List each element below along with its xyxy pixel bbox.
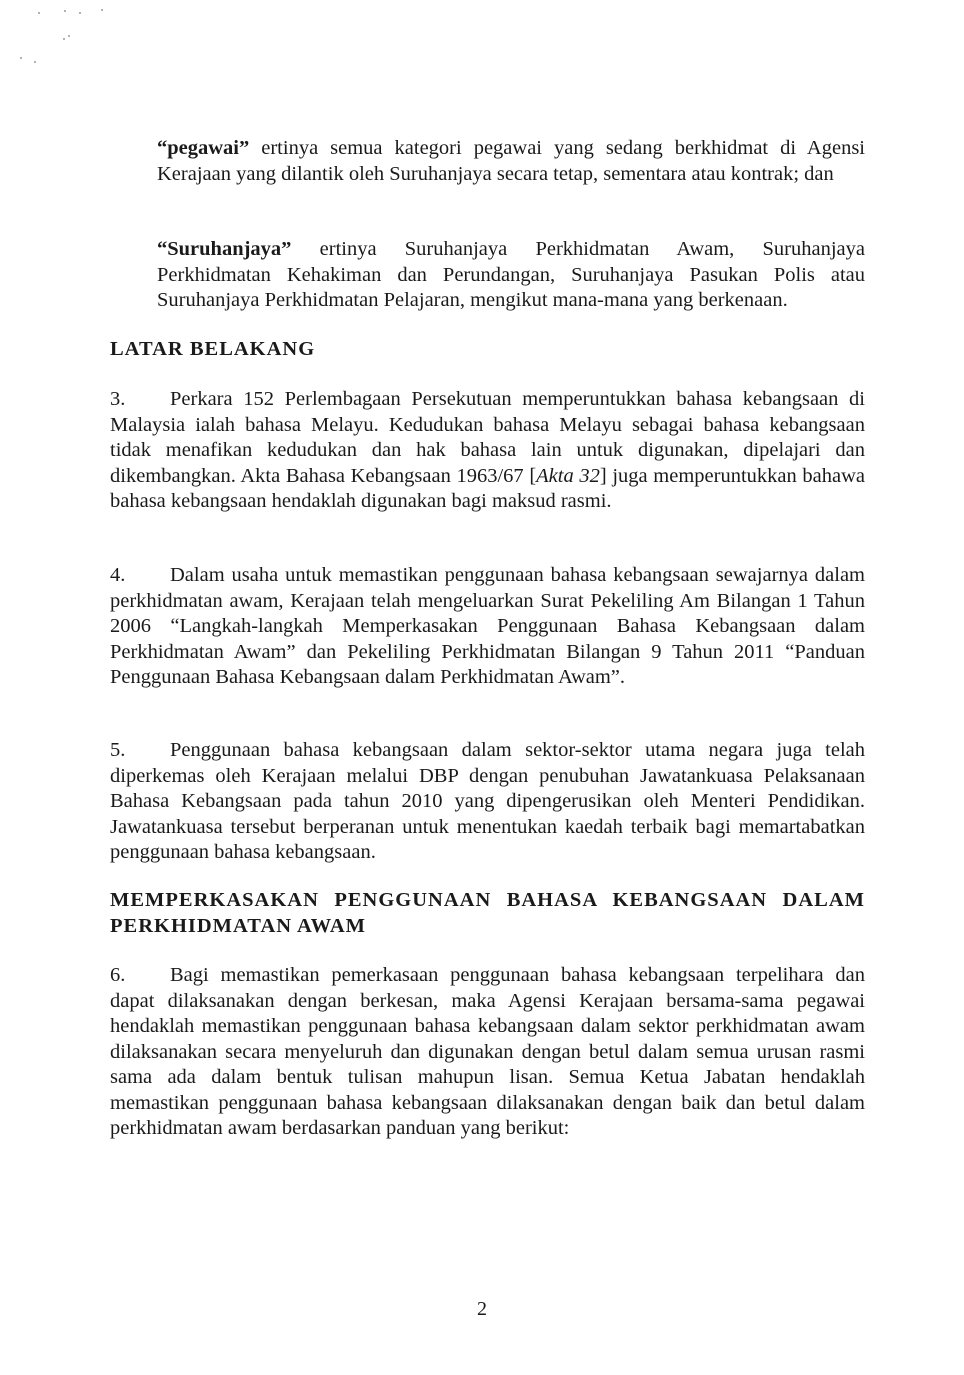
definition-term: “Suruhanjaya” xyxy=(157,238,292,260)
section-heading-latar-belakang: LATAR BELAKANG xyxy=(110,338,316,360)
paragraph-text: Dalam usaha untuk memastikan penggunaan bahasa kebangsaan sewajarnya dalam perkhidmatan awam, Kerajaan telah mengeluarkan Surat Pekeliling Am Bilangan 1 Tahun 2006 “Langkah-langkah Memperkasakan Penggunaan Bahasa Kebangsaan dalam Perkhidmatan Awam” dan Pekeliling Perkhidmatan Bilangan 9 Tahun 2011 “Panduan Penggunaan Bahasa Kebangsaan dalam Perkhidmatan Awam”. xyxy=(110,564,865,688)
definition-suruhanjaya xyxy=(157,237,865,314)
definition-term: “pegawai” xyxy=(157,137,250,159)
paragraph-5 xyxy=(110,738,865,866)
paragraph-3 xyxy=(110,387,865,515)
paragraph-text: Penggunaan bahasa kebangsaan dalam sektor-sektor utama negara juga telah diperkemas oleh Kerajaan melalui DBP dengan penubuhan Jawatankuasa Pelaksanaan Bahasa Kebangsaan pada tahun 2010 yang dipengerusikan oleh Menteri Pendidikan. Jawatankuasa tersebut berperanan untuk menentukan kaedah terbaik bagi memartabatkan penggunaan bahasa kebangsaan. xyxy=(110,739,865,863)
scan-speck xyxy=(38,12,40,14)
paragraph-number: 6. xyxy=(110,964,126,986)
definition-text: ertinya Suruhanjaya Perkhidmatan Awam, Suruhanjaya Perkhidmatan Kehakiman dan Perundangan, Suruhanjaya Pasukan Polis atau Suruhanjaya Perkhidmatan Pelajaran, mengikut mana-mana yang berkenaan. xyxy=(157,238,865,311)
paragraph-6 xyxy=(110,963,865,1142)
paragraph-4 xyxy=(110,563,865,691)
scan-speck xyxy=(63,38,65,40)
scan-speck xyxy=(20,57,22,59)
definition-text: ertinya semua kategori pegawai yang sedang berkhidmat di Agensi Kerajaan yang dilantik oleh Suruhanjaya secara tetap, sementara atau kontrak; dan xyxy=(157,137,865,185)
definition-pegawai xyxy=(157,136,865,187)
scan-speck xyxy=(68,35,70,37)
paragraph-number: 4. xyxy=(110,564,126,586)
paragraph-number: 3. xyxy=(110,388,126,410)
page-number: 2 xyxy=(477,1298,487,1320)
paragraph-text: ] juga memperuntukkan bahawa bahasa kebangsaan hendaklah digunakan bagi maksud rasmi. xyxy=(110,464,865,512)
section-heading-memperkasakan: MEMPERKASAKAN PENGGUNAAN BAHASA KEBANGSAAN DALAM PERKHIDMATAN AWAM xyxy=(110,889,865,937)
scan-speck xyxy=(101,9,103,11)
act-reference: Akta 32 xyxy=(536,464,600,487)
paragraph-text: Perkara 152 Perlembagaan Persekutuan memperuntukkan bahasa kebangsaan di Malaysia ialah bahasa Melayu. Kedudukan bahasa Melayu sebagai bahasa kebangsaan tidak menafikan kedudukan dan hak bahasa lain untuk digunakan, dipelajari dan dikembangkan. Akta Bahasa Kebangsaan 1963/67 [ xyxy=(110,388,865,487)
scan-speck xyxy=(64,10,66,12)
paragraph-text: Bagi memastikan pemerkasaan penggunaan bahasa kebangsaan terpelihara dan dapat dilaksanakan dengan berkesan, maka Agensi Kerajaan bersama-sama pegawai hendaklah memastikan penggunaan bahasa kebangsaan dalam sektor perkhidmatan awam dilaksanakan secara menyeluruh dan digunakan dengan betul dalam semua urusan rasmi sama ada dalam bentuk tulisan mahupun lisan. Semua Ketua Jabatan hendaklah memastikan penggunaan bahasa kebangsaan dilaksanakan dengan baik dan betul dalam perkhidmatan awam berdasarkan panduan yang berikut: xyxy=(110,964,865,1139)
scan-speck xyxy=(34,61,36,63)
scan-speck xyxy=(79,12,81,14)
paragraph-number: 5. xyxy=(110,739,126,761)
